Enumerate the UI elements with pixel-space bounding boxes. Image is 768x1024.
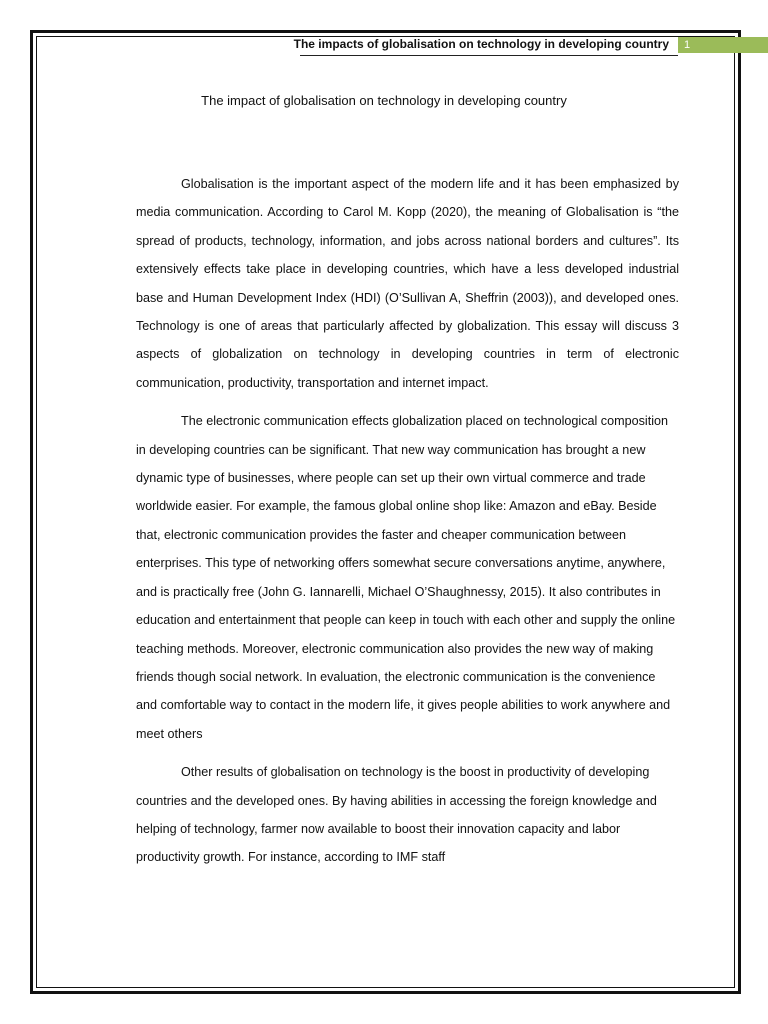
paragraph [136,758,679,872]
paragraph [136,170,679,397]
paragraph-text: The electronic communication effects globalization placed on technological composition in developing countries can be significant. That new way communication has brought a new dynamic type of businesses, where people can set up their own virtual commerce and trade worldwide easier. For example, the famous global online shop like: Amazon and eBay. Beside that, electronic communication provides the faster and cheaper communication between enterprises. This type of networking offers somewhat secure conversations anytime, anywhere, and is practically free (John G. Iannarelli, Michael O’Shaughnessy, 2015). It also contributes in education and entertainment that people can keep in touch with each other and supply the online teaching methods. Moreover, electronic communication also provides the new way of making friends though social network. In evaluation, the electronic communication is the convenience and comfortable way to contact in the modern life, it gives people abilities to work anywhere and meet others [136,414,676,741]
paragraph-text: Other results of globalisation on technology is the boost in productivity of developing countries and the developed ones. By having abilities in accessing the foreign knowledge and helping of technology, farmer now available to boost their innovation capacity and labor productivity growth. For instance, according to IMF staff [136,765,657,865]
page-number-badge: 1 [678,37,768,53]
header-rule [300,55,678,56]
paragraph [136,407,679,748]
paragraph-text: Globalisation is the important aspect of the modern life and it has been emphasized by media communication. According to Carol M. Kopp (2020), the meaning of Globalisation is “the spread of products, technology, information, and jobs across national borders and cultures”. Its extensively effects take place in developing countries, which have a less developed industrial base and Human Development Index (HDI) (O’Sullivan A, Sheffrin (2003)), and developed ones. Technology is one of areas that particularly affected by globalization. This essay will discuss 3 aspects of globalization on technology in developing countries in term of electronic communication, productivity, transportation and internet impact. [136,177,679,390]
document-body [136,170,679,882]
document-title: The impact of globalisation on technology in developing country [201,93,567,108]
running-header: The impacts of globalisation on technology in developing country [293,37,669,51]
